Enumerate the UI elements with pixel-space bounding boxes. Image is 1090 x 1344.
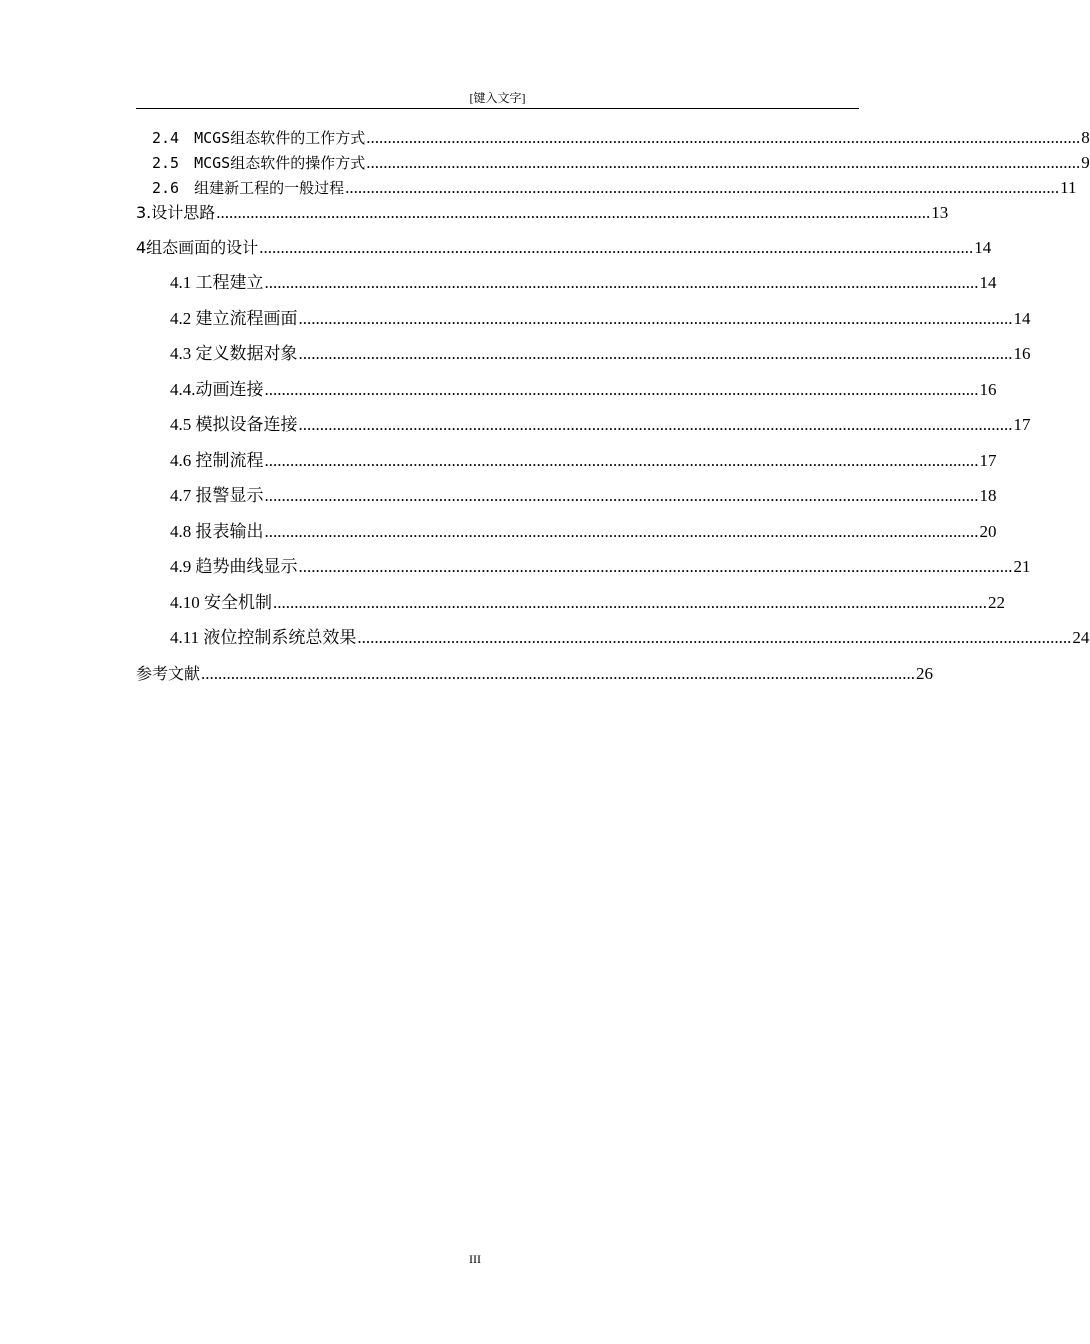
toc-entry-label: 4.11 液位控制系统总效果 [170, 628, 357, 647]
toc-entry-page: 14 [979, 273, 997, 292]
toc-entry-page: 11 [1060, 178, 1077, 197]
toc-entry-label: 2.5 MCGS组态软件的操作方式 [152, 154, 366, 172]
page-footer-number: III [469, 1252, 481, 1266]
toc-entry-page: 24 [1072, 628, 1090, 647]
toc-entry[interactable] [170, 379, 997, 401]
toc-entry-page: 17 [1013, 415, 1031, 434]
toc-entry-page: 22 [988, 593, 1005, 612]
toc-entry-page: 20 [979, 522, 997, 541]
toc-leader-dots: ........................................................................................................................................................................ [259, 238, 974, 257]
toc-entry-label: 2.6 组建新工程的一般过程 [152, 179, 345, 197]
toc-leader-dots: ........................................................................................................................................................................ [298, 309, 1013, 328]
toc-leader-dots: ........................................................................................................................................................................ [345, 178, 1060, 197]
toc-entry-label: 4.3 定义数据对象 [170, 344, 298, 363]
toc-entry-page: 13 [931, 203, 949, 222]
toc-entry-label: 4.1 工程建立 [170, 273, 264, 292]
toc-entry-page: 9 [1081, 153, 1090, 172]
toc-entry[interactable] [152, 152, 1090, 174]
toc-entry-label: 4.8 报表输出 [170, 522, 264, 541]
toc-entry[interactable] [170, 592, 1005, 614]
toc-leader-dots: ........................................................................................................................................................................ [366, 153, 1081, 172]
toc-entry-page: 17 [979, 451, 997, 470]
toc-leader-dots: ........................................................................................................................................................................ [273, 593, 987, 612]
toc-leader-dots: ........................................................................................................................................................................ [298, 344, 1013, 363]
toc-entry-page: 18 [979, 486, 997, 505]
toc-entry-page: 26 [916, 664, 934, 683]
toc-entry-page: 16 [979, 380, 997, 399]
toc-entry-label: 4.4.动画连接 [170, 380, 264, 399]
toc-entry[interactable] [170, 414, 1031, 436]
toc-leader-dots: ........................................................................................................................................................................ [298, 415, 1013, 434]
toc-entry[interactable] [170, 485, 997, 507]
toc-leader-dots: ........................................................................................................................................................................ [264, 451, 979, 470]
toc-entry-label: 2.4 MCGS组态软件的工作方式 [152, 129, 366, 147]
toc-entry[interactable] [170, 450, 997, 472]
toc-entry-label: 4.2 建立流程画面 [170, 309, 298, 328]
toc-entry-page: 8 [1081, 128, 1090, 147]
toc-leader-dots: ........................................................................................................................................................................ [366, 128, 1081, 147]
toc-entry[interactable] [170, 556, 1031, 578]
toc-leader-dots: ........................................................................................................................................................................ [201, 664, 916, 683]
toc-entry[interactable] [170, 272, 997, 294]
toc-entry-page: 21 [1013, 557, 1031, 576]
toc-entry-label: 4.5 模拟设备连接 [170, 415, 298, 434]
toc-leader-dots: ........................................................................................................................................................................ [264, 380, 979, 399]
page-header: [键入文字] [136, 90, 859, 109]
toc-entry-label: 3.设计思路 [136, 203, 216, 222]
toc-entry[interactable] [152, 177, 1077, 199]
toc-leader-dots: ........................................................................................................................................................................ [264, 522, 979, 541]
toc-entry[interactable] [136, 202, 949, 224]
toc-entry-page: 14 [974, 238, 992, 257]
toc-leader-dots: ........................................................................................................................................................................ [264, 273, 979, 292]
toc-entry[interactable] [170, 627, 1090, 649]
toc-entry[interactable] [170, 343, 1031, 365]
toc-entry[interactable] [136, 663, 934, 685]
toc-entry-label: 4.9 趋势曲线显示 [170, 557, 298, 576]
toc-leader-dots: ........................................................................................................................................................................ [357, 628, 1072, 647]
toc-entry-label: 4.6 控制流程 [170, 451, 264, 470]
toc-entry-page: 14 [1013, 309, 1031, 328]
toc-entry[interactable] [170, 308, 1031, 330]
toc-leader-dots: ........................................................................................................................................................................ [298, 557, 1013, 576]
toc-entry-page: 16 [1013, 344, 1031, 363]
toc-entry-label: 4.7 报警显示 [170, 486, 264, 505]
toc-entry[interactable] [136, 237, 992, 259]
toc-entry-label: 参考文献 [136, 664, 201, 683]
toc-entry-label: 4组态画面的设计 [136, 238, 259, 257]
toc-entry[interactable] [152, 127, 1090, 149]
toc-entry-label: 4.10 安全机制 [170, 593, 272, 612]
toc-leader-dots: ........................................................................................................................................................................ [264, 486, 979, 505]
toc-entry[interactable] [170, 521, 997, 543]
toc-leader-dots: ........................................................................................................................................................................ [216, 203, 931, 222]
